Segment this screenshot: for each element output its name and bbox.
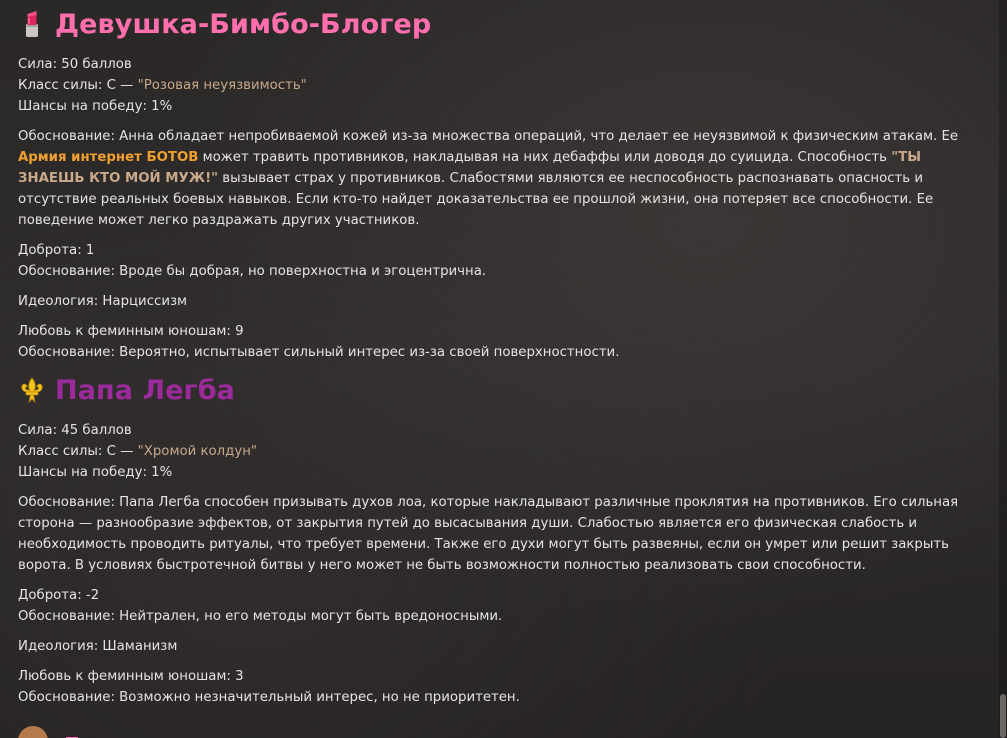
- power-stat: Сила: 45 баллов: [18, 423, 132, 438]
- love-block: [18, 321, 986, 363]
- chat-message: [18, 0, 986, 717]
- justification-text: может травить противников, накладывая на них дебаффы или доводя до суицида. Способность: [198, 150, 892, 165]
- justification: [18, 126, 986, 231]
- love-reason: Обоснование: Возможно незначительный интерес, но не приоритетен.: [18, 690, 520, 705]
- character-name: Папа Легба: [55, 374, 236, 406]
- next-character-header-peek: [18, 726, 78, 738]
- kindness-block: [18, 240, 986, 282]
- kindness-block: [18, 585, 986, 627]
- kindness-stat: Доброта: 1: [18, 243, 95, 258]
- character-header: [18, 6, 986, 42]
- win-chance: Шансы на победу: 1%: [18, 465, 173, 480]
- class-quote: "Розовая неуязвимость": [137, 78, 307, 93]
- highlight-ability: "ТЫ ЗНАЕШЬ КТО МОЙ МУЖ!": [18, 150, 922, 186]
- avatar-icon: [18, 726, 48, 738]
- scrollbar[interactable]: [999, 0, 1007, 738]
- lipstick-icon: [17, 9, 47, 39]
- justification-text: Обоснование: Анна обладает непробиваемой кожей из-за множества операций, что делает ее неуязвимой к физическим атакам. Ее: [18, 129, 959, 144]
- ideology: Идеология: Нарциссизм: [18, 294, 188, 309]
- character-header: [18, 372, 986, 408]
- justification-text: вызывает страх у противников. Слабостями являются ее неспособность распознавать опасность и отсутствие реальных боевых навыков. Если кто-то найдет доказательства ее прошлой жизни, она потеряет все способности. Ее поведение может легко раздражать других участников.: [18, 171, 934, 228]
- class-label: Класс силы: C —: [18, 444, 138, 459]
- fleur-de-lis-icon: [17, 375, 47, 405]
- class-quote: "Хромой колдун": [137, 444, 258, 459]
- love-reason: Обоснование: Вероятно, испытывает сильный интерес из-за своей поверхностности.: [18, 345, 620, 360]
- stats-block: [18, 54, 986, 117]
- love-stat: Любовь к феминным юношам: 9: [18, 324, 244, 339]
- character-name: Девушка-Бимбо-Блогер: [55, 8, 432, 40]
- stats-block: [18, 420, 986, 483]
- scrollbar-thumb[interactable]: [1000, 694, 1006, 738]
- love-stat: Любовь к феминным юношам: 3: [18, 669, 244, 684]
- kindness-reason: Обоснование: Вроде бы добрая, но поверхностна и эгоцентрична.: [18, 264, 487, 279]
- power-stat: Сила: 50 баллов: [18, 57, 132, 72]
- class-label: Класс силы: C —: [18, 78, 138, 93]
- justification: Обоснование: Папа Легба способен призывать духов лоа, которые накладывают различные проклятия на противников. Его сильная сторона — разнообразие эффектов, от закрытия путей до высасывания души. Слабостью является его физическая слабость и необходимость проводить ритуалы, что требует времени. Также его духи могут быть развеяны, если он умрет или решит закрыть ворота. В условиях быстротечной битвы у него может не быть возможности полностью реализовать свои способности.: [18, 495, 959, 573]
- kindness-reason: Обоснование: Нейтрален, но его методы могут быть вредоносными.: [18, 609, 503, 624]
- win-chance: Шансы на победу: 1%: [18, 99, 173, 114]
- highlight-bot-army: Армия интернет БОТОВ: [18, 150, 199, 165]
- love-block: [18, 666, 986, 708]
- ideology: Идеология: Шаманизм: [18, 639, 178, 654]
- kindness-stat: Доброта: -2: [18, 588, 100, 603]
